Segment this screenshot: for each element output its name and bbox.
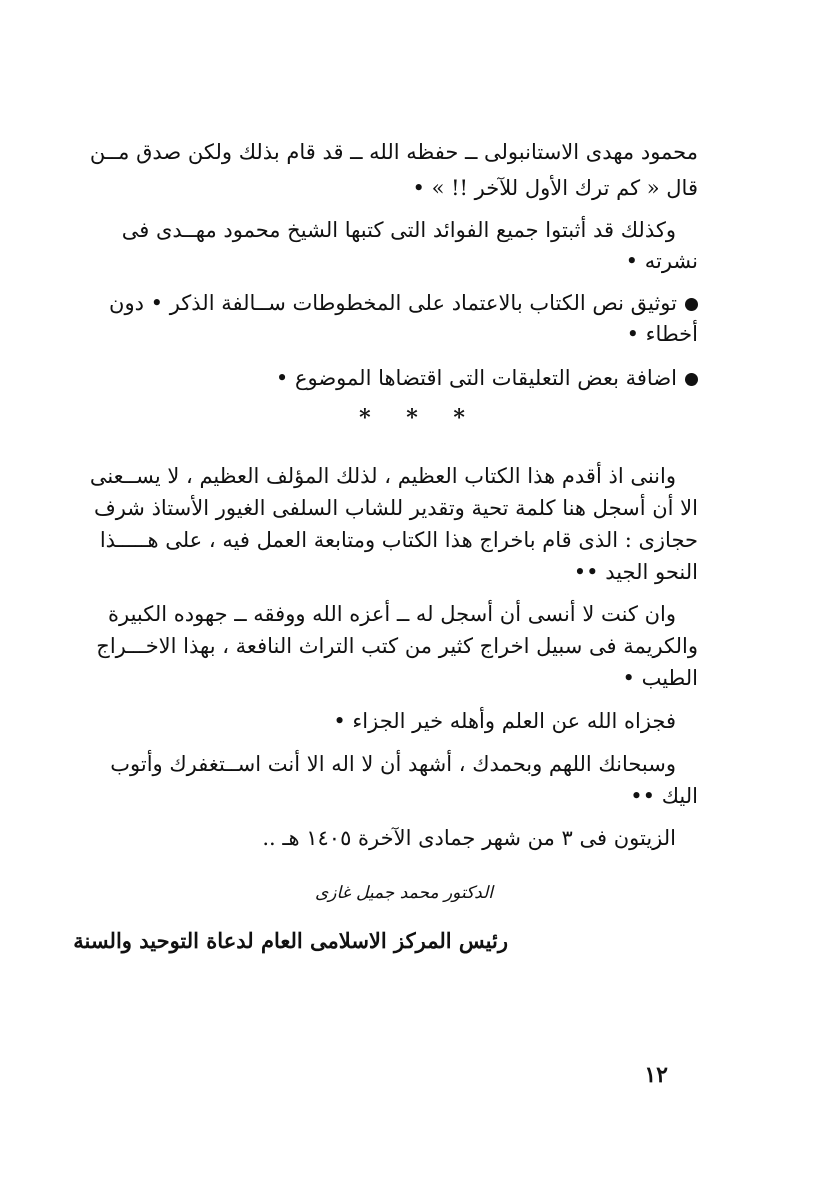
- bullet-item: [109, 287, 698, 319]
- paragraph-line: النحو الجيد ••: [573, 560, 698, 584]
- paragraph-line: فجزاه الله عن العلم وأهله خير الجزاء •: [333, 709, 676, 733]
- bullet-text: اضافة بعض التعليقات التى اقتضاها الموضوع •: [275, 366, 677, 390]
- paragraph-line: وكذلك قد أثبتوا جميع الفوائد التى كتبها الشيخ محمود مهــدى فى: [121, 218, 676, 242]
- paragraph-line: حجازى : الذى قام باخراج هذا الكتاب ومتابعة العمل فيه ، على هـــــذا: [99, 528, 698, 552]
- bullet-item: [142, 362, 698, 394]
- section-separator: * * *: [359, 405, 479, 431]
- paragraph-line: الطيب •: [622, 666, 698, 690]
- paragraph-line: أخطاء •: [626, 322, 698, 346]
- page-number: ١٢: [644, 1062, 668, 1088]
- signer-title: رئيس المركز الاسلامى العام لدعاة التوحيد والسنة: [73, 928, 508, 953]
- paragraph-line: اليك ••: [630, 784, 698, 808]
- paragraph-line: الا أن أسجل هنا كلمة تحية وتقدير للشاب السلفى الغيور الأستاذ شرف: [93, 496, 698, 520]
- paragraph-line: محمود مهدى الاستانبولى ــ حفظه الله ــ قد قام بذلك ولكن صدق مــن: [89, 140, 698, 164]
- bullet-dot-icon: [677, 291, 698, 315]
- paragraph-line: واننى اذ أقدم هذا الكتاب العظيم ، لذلك المؤلف العظيم ، لا يســعنى: [89, 464, 676, 488]
- author-signature: الدكتور محمد جميل غازى: [314, 883, 493, 903]
- paragraph-line: نشرته •: [625, 249, 698, 273]
- bullet-dot-icon: [677, 366, 698, 390]
- paragraph-line: والكريمة فى سبيل اخراج كثير من كتب التراث النافعة ، بهذا الاخـــراج: [96, 634, 698, 658]
- paragraph-line: قال « كم ترك الأول للآخر !! » •: [412, 176, 698, 200]
- date-line: الزيتون فى ٣ من شهر جمادى الآخرة ١٤٠٥ هـ ..: [262, 826, 676, 850]
- paragraph-line: وان كنت لا أنسى أن أسجل له ــ أعزه الله ووفقه ــ جهوده الكبيرة: [108, 602, 676, 626]
- paragraph-line: وسبحانك اللهم وبحمدك ، أشهد أن لا اله الا أنت اســتغفرك وأتوب: [110, 752, 676, 776]
- bullet-text: توثيق نص الكتاب بالاعتماد على المخطوطات ســالفة الذكر • دون: [109, 291, 677, 315]
